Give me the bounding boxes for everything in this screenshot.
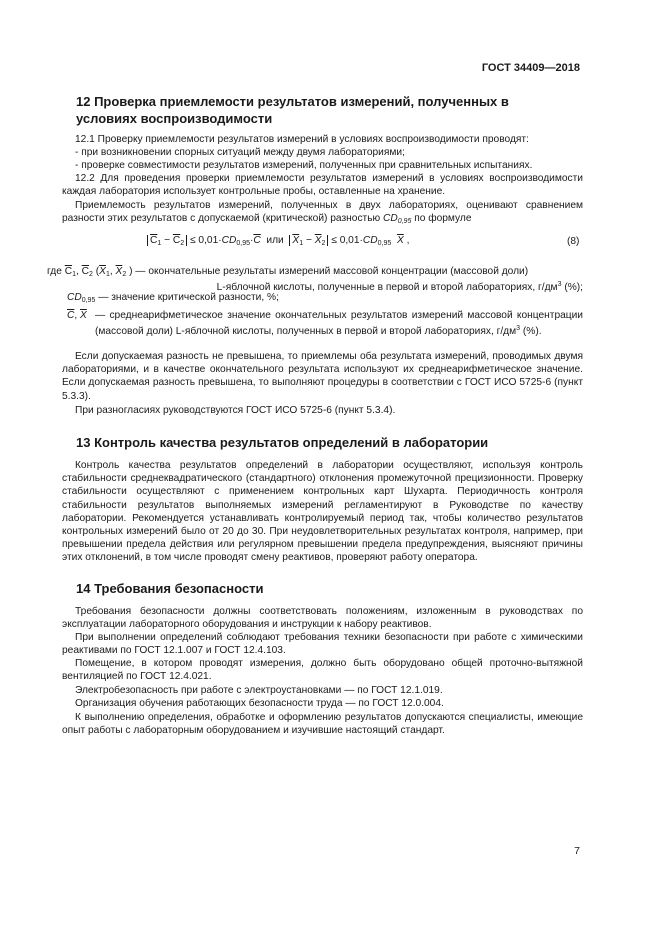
- where-label: где: [47, 266, 62, 277]
- where-item-1: где $\overline{C}_1$, $\overline{C}_2$ ($\overline{X}_1$, $\overline{X}_2$ ) — окончательные результаты измерений массовой концентрации (массовой доли): [47, 266, 529, 278]
- where-3-tail: (%).: [522, 326, 542, 338]
- s12-p5-tail: по формуле: [414, 213, 472, 225]
- where-3-unit: г/дм: [496, 326, 517, 338]
- s14-paragraph-3: Помещение, в котором проводят измерения, должно быть оборудовано общей проточно-вытяжной вентиляцией по ГОСТ 12.4.021.: [62, 658, 583, 683]
- s12-paragraph-7: При разногласиях руководствуются ГОСТ ИСО 5725-6 (пункт 5.3.4).: [75, 405, 396, 416]
- where-1-tail: (%);: [564, 282, 583, 293]
- where-1-text: — окончательные результаты измерений массовой концентрации (массовой доли): [135, 266, 529, 277]
- section-13-title: 13 Контроль качества результатов определений в лаборатории: [76, 435, 489, 450]
- s12-paragraph-4: 12.2 Для проведения проверки приемлемости результатов измерений в условиях воспроизводимости каждая лаборатория использует контрольные пробы, оставленные на хранение.: [62, 173, 583, 198]
- s12-paragraph-5: [62, 199, 583, 228]
- formula-number: (8): [567, 236, 580, 247]
- section-12-title-line1: 12 Проверка приемлемости результатов измерений, полученных в: [76, 94, 509, 109]
- s14-paragraph-2: При выполнении определений соблюдают требования техники безопасности при работе с химическими реактивами по ГОСТ 12.1.007 и ГОСТ 12.4.103.: [62, 632, 583, 657]
- section-14-title: 14 Требования безопасности: [76, 581, 264, 596]
- where-3-text: — среднеарифметическое значение окончательных результатов измерений массовой концентрации (массовой доли) L-яблочной кислоты, полученных в первой и второй лабораториях,: [95, 310, 583, 338]
- cd-symbol: $CD_{0,95}$: [383, 213, 412, 226]
- s12-paragraph-2: - при возникновении спорных ситуаций между двумя лабораториями;: [75, 147, 405, 158]
- where-1-text2: L-яблочной кислоты, полученные в первой и второй лабораториях, г/дм: [216, 282, 558, 293]
- where-2-text: — значение критической разности, %;: [98, 292, 279, 303]
- s14-paragraph-5: Организация обучения работающих безопасности труда — по ГОСТ 12.0.004.: [75, 698, 444, 709]
- where-item-2: $CD_{0,95}$ — значение критической разности, %;: [67, 292, 279, 304]
- s14-paragraph-6: К выполнению определения, обработке и оформлению результатов допускаются специалисты, имеющие опыт работы с лабораторным оборудованием и изучившие настоящий стандарт.: [62, 712, 583, 737]
- page-number: 7: [574, 845, 580, 857]
- section-12-title-line2: условиях воспроизводимости: [76, 111, 273, 126]
- where-3-symbols: $\overline{C}$, $\overline{X}$: [67, 310, 87, 321]
- where-item-1-cont: L-яблочной кислоты, полученные в первой и второй лабораториях, $г/дм^3$ (%);: [216, 281, 583, 293]
- formula-8: $\overline{C}_1 - \overline{C}_2 \le 0,01\cdot CD_{0,95}\cdot\overline{C}$ или $\overline{X}_1 - \overline{X}_2 \le 0,01\cdot CD_{0,95}$ $\overline{X}$ ,: [147, 234, 409, 251]
- where-item-3: — среднеарифметическое значение окончательных результатов измерений массовой концентрации (массовой доли) L-яблочной кислоты, полученных в первой и второй лабораториях, $г/дм^3$ (%).: [95, 310, 583, 338]
- standard-header: ГОСТ 34409—2018: [481, 62, 580, 74]
- s14-paragraph-4: Электробезопасность при работе с электроустановками — по ГОСТ 12.1.019.: [75, 685, 443, 696]
- s12-paragraph-3: - проверке совместимости результатов измерений, полученных при сравнительных испытаниях.: [75, 160, 533, 171]
- s12-paragraph-6: Если допускаемая разность не превышена, то приемлемы оба результата измерений, проводимых двумя лабораториями, и в качестве окончательного результата используют их среднеарифметическое значение. Если допускаемая разность превышена, то выполняют процедуры в соответствии с ГОСТ ИСО 5725-6 (пункт 5.3.3).: [62, 351, 583, 402]
- section-12-title: [76, 93, 509, 127]
- s12-p5-text: Приемлемость результатов измерений, полученных в двух лабораториях, оценивают сравнением разности этих результатов с допускаемой (критической) разностью: [62, 200, 583, 225]
- s14-paragraph-1: Требования безопасности должны соответствовать положениям, изложенным в руководствах по эксплуатации лабораторного оборудования и инструкции к набору реактивов.: [62, 606, 583, 631]
- s13-paragraph-1: Контроль качества результатов определений в лаборатории осуществляют, используя контроль стабильности среднеквадратического (стандартного) отклонения промежуточной прецизионности. Проверку стабильности осуществляют с применением контрольных карт Шухарта. Периодичность контроля стабильности результатов выполняемых измерений регламентируют в Руководстве по качеству лаборатории. Рекомендуется устанавливать контролируемый период так, чтобы количество результатов контрольных измерений было от 20 до 30. При неудовлетворительных результатах контроля, например, при превышении предела действия или регулярном превышении предела предупреждения, выясняют причины этих отклонений, в том числе проводят смену реактивов, проверяют работу оператора.: [62, 460, 583, 564]
- s12-paragraph-1: 12.1 Проверку приемлемости результатов измерений в условиях воспроизводимости проводят:: [75, 134, 529, 145]
